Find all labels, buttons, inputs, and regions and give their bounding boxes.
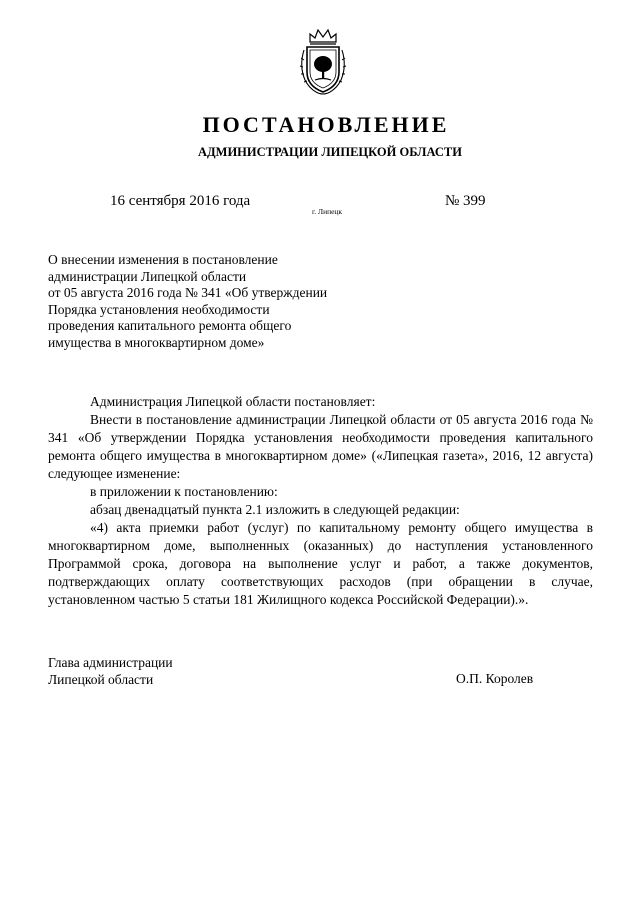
subject-line: Порядка установления необходимости: [48, 301, 270, 317]
document-title: ПОСТАНОВЛЕНИЕ: [202, 112, 450, 137]
subject-line: проведения капитального ремонта общего: [48, 318, 292, 333]
body-paragraph: «4) акта приемки работ (услуг) по капитальному ремонту общего имущества в многоквартирном доме, выполненных (оказанных) до наступления установленного Программой срока, договора на выполнение услуг и работ, а также документов, подтверждающих оплату соответствующих расходов (при обращении в случае, установленном частью 5 статьи 181 Жилищного кодекса Российской Федерации).».: [48, 520, 593, 607]
signatory-position: [48, 654, 173, 688]
signatory-name: О.П. Королев: [456, 671, 534, 686]
signatory-position-line: Глава администрации: [48, 655, 173, 670]
document-city: г. Липецк: [312, 207, 343, 216]
body-paragraph: абзац двенадцатый пункта 2.1 изложить в следующей редакции:: [90, 502, 460, 517]
body-paragraph: Администрация Липецкой области постановляет:: [90, 394, 376, 409]
document-issuer: АДМИНИСТРАЦИИ ЛИПЕЦКОЙ ОБЛАСТИ: [198, 145, 462, 159]
subject-line: О внесении изменения в постановление: [48, 252, 278, 267]
document-subject: [48, 252, 388, 351]
subject-line: администрации Липецкой области: [48, 268, 247, 284]
body-paragraph: Внести в постановление администрации Липецкой области от 05 августа 2016 года № 341 «Об утверждении Порядка установления необходимости проведения капитального ремонта общего имущества в многоквартирном доме» («Липецкая газета», 2016, 12 августа) следующее изменение:: [48, 412, 593, 481]
signatory-position-line: Липецкой области: [48, 672, 154, 687]
document-date: 16 сентября 2016 года: [110, 193, 251, 209]
document-number: № 399: [445, 193, 486, 209]
coat-of-arms-icon: [296, 28, 350, 98]
subject-line: имущества в многоквартирном доме»: [48, 334, 265, 350]
subject-line: от 05 августа 2016 года № 341 «Об утверждении: [48, 285, 328, 300]
document-body: [48, 393, 593, 609]
body-paragraph: в приложении к постановлению:: [90, 484, 278, 499]
